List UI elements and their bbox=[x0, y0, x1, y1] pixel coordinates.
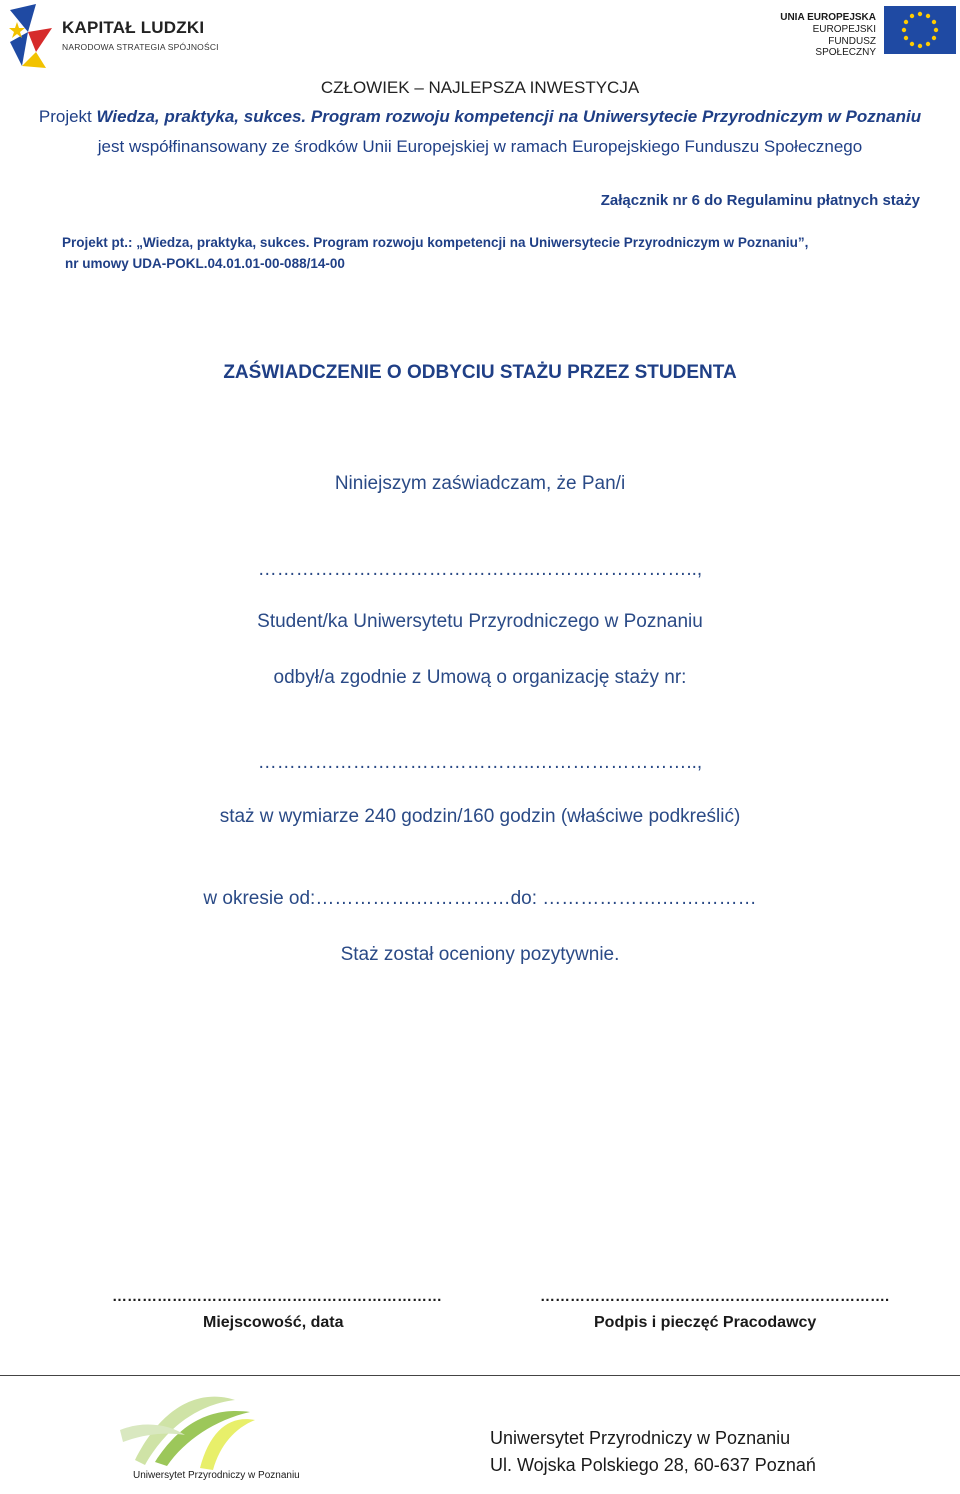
eu-logo-line1: UNIA EUROPEJSKA bbox=[780, 12, 876, 23]
university-logo-caption: Uniwersytet Przyrodniczy w Poznaniu bbox=[133, 1470, 300, 1481]
footer-address-line1: Uniwersytet Przyrodniczy w Poznaniu bbox=[490, 1428, 791, 1448]
eu-flag-icon bbox=[884, 6, 956, 54]
footer-address-line2: Ul. Wojska Polskiego 28, 60-637 Poznań bbox=[490, 1455, 816, 1475]
document-title: ZAŚWIADCZENIE O ODBYCIU STAŻU PRZEZ STUDENTA bbox=[223, 362, 737, 383]
place-date-label: Miejscowość, data bbox=[203, 1314, 344, 1331]
project-line bbox=[0, 107, 960, 127]
annex-label: Załącznik nr 6 do Regulaminu płatnych staży bbox=[600, 192, 920, 209]
project-prefix: Projekt bbox=[38, 107, 97, 126]
place-date-field[interactable]: ………………………………………………………… bbox=[112, 1288, 442, 1305]
student-name-field[interactable]: ……………………………………..…………………….., bbox=[257, 559, 703, 580]
footer-divider bbox=[0, 1375, 960, 1376]
kapital-ludzki-subtitle: NARODOWA STRATEGIA SPÓJNOŚCI bbox=[62, 42, 219, 52]
intro-line: Niniejszym zaświadczam, że Pan/i bbox=[334, 473, 626, 494]
student-line: Student/ka Uniwersytetu Przyrodniczego w Poznaniu bbox=[257, 611, 703, 632]
kapital-ludzki-emblem-icon bbox=[6, 2, 56, 70]
project-reference: Projekt pt.: „Wiedza, praktyka, sukces. Program rozwoju kompetencji na Uniwersytecie Przyrodniczym w Poznaniu”, bbox=[62, 235, 809, 250]
employer-signature-label: Podpis i pieczęć Pracodawcy bbox=[594, 1314, 817, 1331]
agreement-number-field[interactable]: ……………………………………..…………………….., bbox=[257, 752, 703, 773]
kapital-ludzki-title: KAPITAŁ LUDZKI bbox=[62, 18, 205, 37]
eu-social-fund-logo bbox=[770, 6, 956, 56]
eu-logo-line2: EUROPEJSKI bbox=[812, 24, 876, 35]
project-name: Wiedza, praktyka, sukces. Program rozwoju kompetencji na Uniwersytecie Przyrodniczym w Poznaniu bbox=[96, 107, 922, 126]
hours-line: staż w wymiarze 240 godzin/160 godzin (właściwe podkreślić) bbox=[219, 806, 741, 827]
agreement-line: odbył/a zgodnie z Umową o organizację staży nr: bbox=[273, 667, 687, 688]
period-line[interactable]: w okresie od:…………….……………do: ……………….…………… bbox=[203, 888, 757, 909]
agreement-number: nr umowy UDA-POKL.04.01.01-00-088/14-00 bbox=[65, 256, 345, 271]
funding-statement: jest współfinansowany ze środków Unii Europejskiej w ramach Europejskiego Funduszu Społecznego bbox=[97, 137, 863, 156]
eu-logo-line3: FUNDUSZ SPOŁECZNY bbox=[815, 36, 876, 58]
kapital-ludzki-logo bbox=[6, 2, 221, 72]
university-logo bbox=[115, 1390, 315, 1490]
assessment-line: Staż został oceniony pozytywnie. bbox=[340, 944, 620, 965]
motto: CZŁOWIEK – NAJLEPSZA INWESTYCJA bbox=[320, 78, 640, 97]
university-emblem-icon bbox=[115, 1390, 315, 1470]
employer-signature-field[interactable]: ……………………………………………………………. bbox=[540, 1288, 890, 1305]
